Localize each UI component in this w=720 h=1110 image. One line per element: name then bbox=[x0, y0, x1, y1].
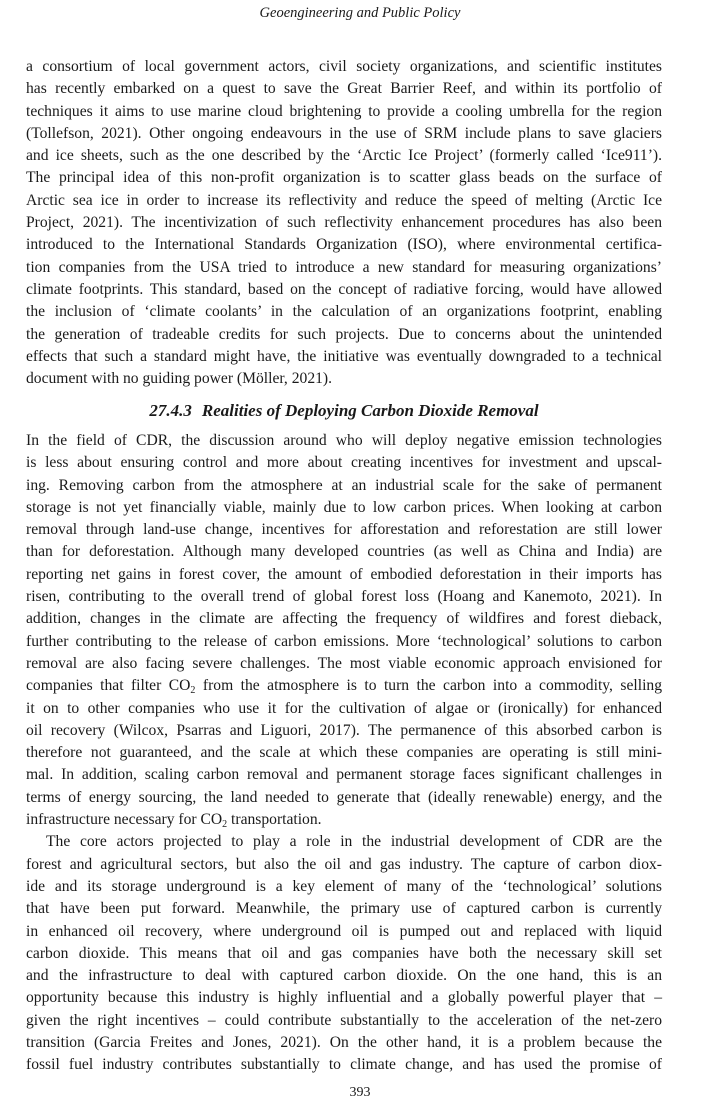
text-line: that have been put forward. Meanwhile, the primary use of captured carbon is currently bbox=[26, 900, 662, 918]
text-line: techniques it aims to use marine cloud brightening to provide a cooling umbrella for the region bbox=[26, 102, 662, 120]
running-head: Geoengineering and Public Policy bbox=[259, 5, 461, 21]
text-segment: transportation. bbox=[227, 811, 322, 829]
text-line: transition (Garcia Freites and Jones, 2021). On the other hand, it is a problem because the bbox=[26, 1034, 662, 1052]
text-line: it on to other companies who use it for the cultivation of algae or (ironically) for enhanced bbox=[26, 699, 662, 717]
text-line: mal. In addition, scaling carbon removal and permanent storage faces significant challenges in bbox=[26, 766, 662, 784]
text-line: carbon dioxide. This means that oil and gas companies have both the necessary skill set bbox=[26, 944, 662, 962]
text-line: therefore not guaranteed, and the scale at which these companies are operating is still mini- bbox=[26, 744, 662, 762]
text-line: further contributing to the release of carbon emissions. More ‘technological’ solutions to carbon bbox=[26, 632, 662, 650]
text-segment: companies that filter CO bbox=[26, 677, 191, 695]
section-number: 27.4.3 bbox=[149, 401, 192, 420]
text-line: terms of energy sourcing, the land needed to generate that (ideally renewable) energy, and the bbox=[26, 788, 662, 806]
text-line: removal are also facing severe challenges. The most viable economic approach envisioned for bbox=[26, 654, 662, 672]
subscript: 2 bbox=[222, 819, 228, 831]
text-line: document with no guiding power (Möller, 2021). bbox=[26, 370, 333, 388]
text-line: a consortium of local government actors, civil society organizations, and scientific institutes bbox=[26, 58, 662, 75]
text-line: and ice sheets, such as the one described by the ‘Arctic Ice Project’ (formerly called ‘Ice911’). bbox=[26, 147, 662, 165]
text-line: climate footprints. This standard, based on the concept of radiative forcing, would have allowed bbox=[26, 280, 662, 298]
section-heading bbox=[0, 399, 704, 423]
page-number: 393 bbox=[349, 1085, 371, 1100]
section-title: Realities of Deploying Carbon Dioxide Removal bbox=[201, 401, 539, 420]
text-line: Project, 2021). The incentivization of such reflectivity enhancement procedures has also been bbox=[26, 214, 662, 232]
text-line: opportunity because this industry is highly influential and a globally powerful player that – bbox=[26, 989, 662, 1007]
text-line: and the infrastructure to deal with captured carbon dioxide. On the one hand, this is an bbox=[26, 967, 662, 985]
text-line: oil recovery (Wilcox, Psarras and Liguori, 2017). The permanence of this absorbed carbon is bbox=[26, 721, 662, 739]
text-line: ide and its storage underground is a key element of many of the ‘technological’ solutions bbox=[26, 877, 662, 895]
text-line: removal through land-use change, incentives for afforestation and reforestation are still lower bbox=[26, 521, 662, 539]
text-segment: infrastructure necessary for CO bbox=[26, 811, 223, 829]
text-line: storage is not yet financially viable, mainly due to low carbon prices. When looking at carbon bbox=[26, 498, 662, 516]
text-line: reporting net gains in forest cover, the amount of embodied deforestation in their imports has bbox=[26, 565, 662, 583]
subscript: 2 bbox=[190, 685, 196, 697]
text-line: ing. Removing carbon from the atmosphere at an industrial scale for the sake of permanent bbox=[26, 476, 662, 494]
text-line: the generation of tradeable credits for such projects. Due to concerns about the unintended bbox=[26, 325, 662, 343]
text-line-co2 bbox=[26, 675, 662, 697]
text-line: addition, changes in the climate are affecting the frequency of wildfires and forest dieback, bbox=[26, 610, 662, 628]
text-line: In the field of CDR, the discussion around who will deploy negative emission technologies bbox=[26, 432, 662, 449]
text-line: is less about ensuring control and more about creating incentives for investment and upscal- bbox=[26, 454, 662, 472]
text-line: fossil fuel industry contributes substantially to climate change, and has used the promise of bbox=[26, 1056, 662, 1074]
text-line-co2 bbox=[26, 809, 662, 831]
text-line: the inclusion of ‘climate coolants’ in the calculation of an organizations footprint, enabling bbox=[26, 303, 662, 321]
text-line: forest and agricultural sectors, but also the oil and gas industry. The capture of carbon diox- bbox=[26, 855, 662, 873]
text-segment: from the atmosphere is to turn the carbon into a commodity, selling bbox=[195, 677, 662, 695]
text-line: The principal idea of this non-profit organization is to scatter glass beads on the surface of bbox=[26, 169, 662, 187]
text-line: The core actors projected to play a role in the industrial development of CDR are the bbox=[46, 833, 662, 851]
text-line: risen, contributing to the overall trend of global forest loss (Hoang and Kanemoto, 2021). In bbox=[26, 588, 662, 606]
text-line: Arctic sea ice in order to increase its reflectivity and reduce the speed of melting (Arctic Ice bbox=[26, 191, 662, 209]
text-line: in enhanced oil recovery, where underground oil is pumped out and replaced with liquid bbox=[26, 922, 662, 940]
text-line: than for deforestation. Although many developed countries (as well as China and India) are bbox=[26, 543, 662, 561]
paragraph-srm-examples bbox=[26, 56, 662, 390]
paragraph-cdr-realities bbox=[26, 430, 662, 1077]
text-line: tion companies from the USA tried to introduce a new standard for measuring organizations’ bbox=[26, 258, 662, 276]
text-line: (Tollefson, 2021). Other ongoing endeavours in the use of SRM include plans to save glaciers bbox=[26, 124, 662, 142]
text-line: effects that such a standard might have, the initiative was eventually downgraded to a technical bbox=[26, 347, 662, 365]
text-line: has recently embarked on a quest to save the Great Barrier Reef, and within its portfolio of bbox=[26, 80, 662, 98]
text-line: given the right incentives – could contribute substantially to the acceleration of the net-zero bbox=[26, 1011, 662, 1029]
text-line: introduced to the International Standards Organization (ISO), where environmental certifica- bbox=[26, 236, 662, 254]
